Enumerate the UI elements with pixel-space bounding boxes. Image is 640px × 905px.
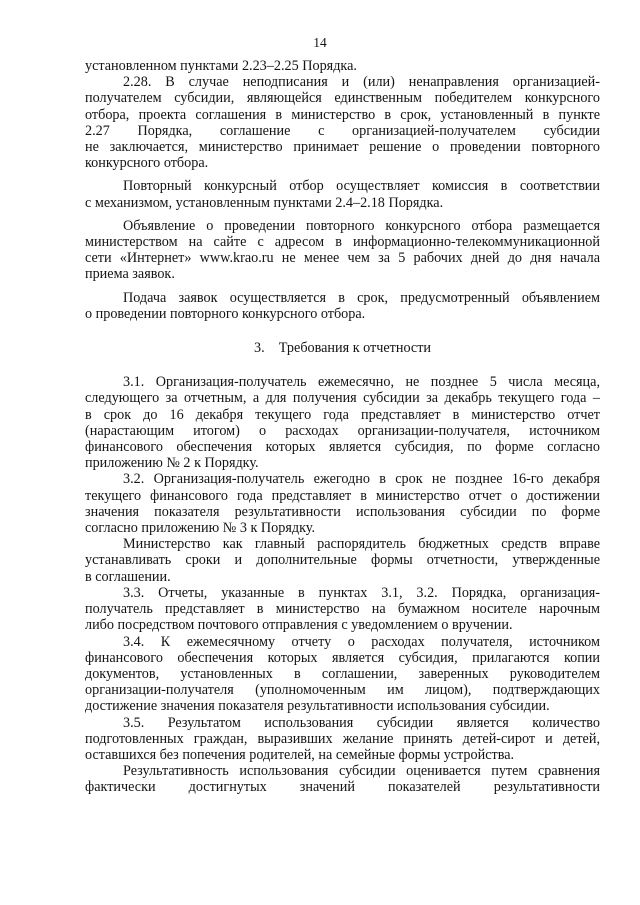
paragraph-3-1 [85,374,600,471]
paragraph-3-5 [85,715,600,764]
text-line: не заключается, министерство принимает решение о проведении повторного [85,139,600,156]
text-line: установленном пунктами 2.23–2.25 Порядка. [85,58,357,74]
text-line: финансового обеспечения которых является субсидия, по форме согласно [85,439,600,456]
text-line: в срок до 16 декабря текущего года представляет в министерство отчет [85,406,600,423]
text-line: Повторный конкурсный отбор осуществляет комиссия в соответствии [123,178,600,195]
text-line: получатель представляет в министерство на бумажном носителе нарочным [85,601,600,618]
text-line: (нарастающим итогом) о расходах организации-получателя, источником [85,422,600,439]
text-line: Результативность использования субсидии оценивается путем сравнения [123,763,600,780]
paragraph-submission [85,290,600,322]
text-line: приложению № 2 к Порядку. [85,455,259,472]
paragraph-2-28 [85,74,600,171]
text-line: 3.4. К ежемесячному отчету о расходах получателя, источником [123,633,600,650]
text-line: значения показателя результативности использования субсидии по форме [85,503,600,520]
text-line: либо посредством почтового отправления с уведомлением о вручении. [85,617,513,634]
text-line: устанавливать сроки и дополнительные формы отчетности, утвержденные [85,552,600,569]
text-line: текущего финансового года представляет в министерство отчет о достижении [85,487,600,504]
text-line: финансового обеспечения которых является субсидия, прилагаются копии [85,649,600,666]
text-line: 3.1. Организация-получатель ежемесячно, не позднее 5 числа месяца, [123,374,600,391]
text-line: 3.5. Результатом использования субсидии является количество [123,714,600,731]
text-line: Объявление о проведении повторного конкурсного отбора размещается [123,217,600,234]
text-line: сети «Интернет» www.krao.ru не менее чем за 5 рабочих дней до дня начала [85,250,600,267]
text-line: организации-получателя (уполномоченным им лицом), подтверждающих [85,682,600,699]
text-line: 3.2. Организация-получатель ежегодно в срок не позднее 16-го декабря [123,471,600,488]
paragraph-repeat-selection [85,178,600,210]
text-line: конкурсного отбора. [85,155,209,172]
text-line: фактически достигнутых значений показателей результативности [85,779,600,796]
text-line: документов, установленных в соглашении, заверенных руководителем [85,665,600,682]
paragraph-announcement [85,218,600,283]
text-line: оставшихся без попечения родителей, на семейные формы устройства. [85,746,515,763]
text-line: приема заявок. [85,266,175,283]
paragraph-intro [85,58,600,74]
text-line: в соглашении. [85,568,171,585]
page-number: 14 [313,35,327,50]
text-line: 3.3. Отчеты, указанные в пунктах 3.1, 3.2. Порядка, организация- [123,584,600,601]
text-line: 2.28. В случае неподписания и (или) ненаправления организацией- [123,74,600,91]
page-body [85,58,600,796]
text-line: Подача заявок осуществляется в срок, предусмотренный объявлением [123,289,600,306]
text-line: отбора, проекта соглашения в министерство в срок, установленный в пункте [85,106,600,123]
text-line: достижение значения показателя результативности использования субсидии. [85,698,550,715]
text-line: министерством на сайте с адресом в информационно-телекоммуникационной [85,234,600,251]
paragraph-3-4 [85,634,600,715]
text-line: о проведении повторного конкурсного отбора. [85,305,366,322]
text-line: согласно приложению № 3 к Порядку. [85,520,315,537]
paragraph-result [85,763,600,795]
section-heading: 3. Требования к отчетности [253,340,432,357]
paragraph-3-3 [85,585,600,634]
text-line: получателем субсидии, являющейся единственным победителем конкурсного [85,90,600,107]
text-line: следующего за отчетным, а для получения субсидии за декабрь текущего года – [85,390,600,407]
paragraph-ministry [85,536,600,585]
text-line: с механизмом, установленным пунктами 2.4–2.18 Порядка. [85,194,444,211]
text-line: 2.27 Порядка, соглашение с организацией-получателем субсидии [85,122,600,139]
text-line: подготовленных граждан, выразивших желание принять детей-сирот и детей, [85,730,600,747]
paragraph-3-2 [85,471,600,536]
text-line: Министерство как главный распорядитель бюджетных средств вправе [123,536,600,553]
